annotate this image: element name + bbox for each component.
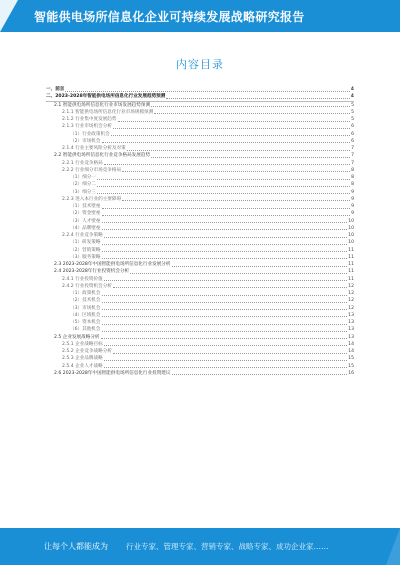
toc-entry[interactable] xyxy=(46,160,354,167)
toc-entry-text: 一、前言 xyxy=(46,87,65,92)
toc-page-number: 8 xyxy=(351,175,354,180)
toc-page-number: 12 xyxy=(348,305,354,311)
toc-entry-text: 2.5.1 企业战略目标 xyxy=(62,341,103,347)
toc-entry-text: 2.5.4 企业人才战略 xyxy=(62,363,103,369)
toc-leader-dots xyxy=(104,277,347,281)
toc-entry[interactable] xyxy=(46,109,354,116)
toc-entry[interactable] xyxy=(46,268,354,275)
toc-entry[interactable] xyxy=(46,254,354,261)
toc-page-number: 7 xyxy=(351,160,354,166)
toc-leader-dots xyxy=(97,183,350,187)
toc-entry[interactable] xyxy=(46,261,354,268)
toc-entry-text: 2.2 智能供电场所信息化行业竞争格局发展趋势 xyxy=(54,153,151,159)
toc-entry[interactable] xyxy=(46,290,354,297)
toc-page-number: 15 xyxy=(348,363,354,369)
toc-page-number: 7 xyxy=(351,146,354,151)
toc-entry[interactable] xyxy=(46,276,354,283)
toc-page-number: 13 xyxy=(348,334,354,340)
toc-page-number: 11 xyxy=(348,262,354,267)
toc-leader-dots xyxy=(166,95,349,99)
toc-page-number: 12 xyxy=(348,283,354,289)
toc-entry[interactable] xyxy=(46,326,354,333)
toc-page-number: 8 xyxy=(351,182,354,188)
toc-page-number: 10 xyxy=(348,233,354,238)
toc-leader-dots xyxy=(154,110,350,114)
toc-entry[interactable] xyxy=(46,225,354,232)
toc-entry[interactable] xyxy=(46,86,354,93)
footer-decoration xyxy=(386,528,400,565)
toc-entry[interactable] xyxy=(46,138,354,145)
toc-entry-text: （4）品牌壁垒 xyxy=(70,225,101,231)
toc-page-number: 12 xyxy=(348,291,354,296)
toc-entry[interactable] xyxy=(46,181,354,188)
toc-page-number: 4 xyxy=(350,94,354,100)
toc-leader-dots xyxy=(101,335,348,339)
toc-leader-dots xyxy=(97,190,350,194)
toc-page-number: 6 xyxy=(351,131,354,137)
toc-leader-dots xyxy=(130,270,347,274)
report-title: 智能供电场所信息化企业可持续发展战略研究报告 xyxy=(34,10,305,24)
toc-entry-text: 2.1.3 行业市场机会分析 xyxy=(62,124,112,130)
toc-page-number: 10 xyxy=(348,218,354,224)
toc-leader-dots xyxy=(111,132,350,136)
toc-entry-text: （3）市场机会 xyxy=(70,305,101,311)
toc-entry[interactable] xyxy=(46,167,354,174)
toc-entry-text: 2.2.4 行业竞争策略 xyxy=(62,233,103,238)
toc-entry-text: 2.5.3 企业品牌战略 xyxy=(62,356,103,362)
toc-page-number: 4 xyxy=(350,87,354,92)
toc-leader-dots xyxy=(102,139,351,143)
toc-leader-dots xyxy=(65,88,349,92)
toc-entry-text: 2.2.1 行业竞争格局 xyxy=(62,160,103,166)
toc-entry[interactable] xyxy=(46,123,354,130)
toc-entry[interactable] xyxy=(46,341,354,348)
toc-leader-dots xyxy=(102,328,348,332)
toc-leader-dots xyxy=(97,176,350,180)
toc-leader-dots xyxy=(102,299,348,303)
toc-entry[interactable] xyxy=(46,203,354,210)
toc-entry-text: 2.5.2 企业竞争战略分析 xyxy=(62,349,112,354)
toc-leader-dots xyxy=(102,226,348,230)
toc-entry[interactable] xyxy=(46,348,354,355)
toc-leader-dots xyxy=(104,357,347,361)
toc-leader-dots xyxy=(102,321,348,325)
toc-leader-dots xyxy=(172,371,348,375)
toc-page-number: 6 xyxy=(351,124,354,130)
toc-entry-text: 2.3 2023-2028年中国智能供电场所信息化行业发展分析 xyxy=(54,262,171,267)
toc-entry-text: （1）技术壁垒 xyxy=(70,204,101,209)
toc-entry[interactable] xyxy=(46,363,354,370)
toc-page-number: 14 xyxy=(348,341,354,347)
toc-leader-dots xyxy=(118,118,351,122)
toc-leader-dots xyxy=(122,168,350,172)
header-decoration xyxy=(0,0,18,32)
toc-page-number: 9 xyxy=(351,189,354,195)
toc-entry-text: （1）细分一 xyxy=(70,175,96,180)
toc-leader-dots xyxy=(104,342,347,346)
toc-entry[interactable] xyxy=(46,319,354,326)
toc-page-number: 13 xyxy=(348,327,354,333)
toc-page-number: 13 xyxy=(348,312,354,318)
toc-leader-dots xyxy=(102,248,348,252)
toc-page-number: 15 xyxy=(348,356,354,362)
toc-entry[interactable] xyxy=(46,334,354,341)
toc-page-number: 13 xyxy=(348,320,354,325)
toc-entry[interactable] xyxy=(46,145,354,152)
toc-page-number: 11 xyxy=(348,247,354,253)
toc-entry[interactable] xyxy=(46,247,354,254)
toc-leader-dots xyxy=(104,364,347,368)
toc-leader-dots xyxy=(102,205,351,209)
toc-entry[interactable] xyxy=(46,312,354,319)
toc-entry[interactable] xyxy=(46,232,354,239)
toc-entry-text: （1）行业政策机会 xyxy=(70,131,110,137)
toc-leader-dots xyxy=(172,263,348,267)
toc-leader-dots xyxy=(151,103,350,107)
toc-page-number: 11 xyxy=(348,276,354,282)
toc-page-number: 5 xyxy=(351,117,354,122)
toc-page-number: 12 xyxy=(348,298,354,304)
toc-entry-text: （1）政策机会 xyxy=(70,291,101,296)
toc-entry-text: （3）人才壁垒 xyxy=(70,218,101,224)
toc-leader-dots xyxy=(113,284,347,288)
toc-entry[interactable] xyxy=(46,305,354,312)
toc-entry-text: （3）细分三 xyxy=(70,189,96,195)
toc-entry[interactable] xyxy=(46,239,354,246)
toc-entry[interactable] xyxy=(46,93,354,101)
toc-leader-dots xyxy=(113,350,347,354)
toc-entry-text: （2）细分二 xyxy=(70,182,96,188)
toc-entry-text: 2.4.1 行业投资价值 xyxy=(62,276,103,282)
toc-entry[interactable] xyxy=(46,131,354,138)
footer-bar xyxy=(0,528,400,565)
toc-entry-text: （4）区域机会 xyxy=(70,312,101,318)
toc-entry-text: （2）资金壁垒 xyxy=(70,211,101,217)
toc-leader-dots xyxy=(104,234,347,238)
toc-entry-text: （5）资本机会 xyxy=(70,320,101,325)
toc-entry[interactable] xyxy=(46,355,354,362)
toc-entry-text: （1）研发策略 xyxy=(70,240,101,246)
toc-page-number: 5 xyxy=(351,109,354,115)
toc-page-number: 7 xyxy=(351,153,354,159)
toc-page-number: 11 xyxy=(348,269,354,275)
toc-entry-text: （2）营销策略 xyxy=(70,247,101,253)
toc-entry-text: 2.2.2 行业细分市场竞争格局 xyxy=(62,167,122,173)
toc-entry-text: 2.6 2023-2028年中国智能供电场所信息化行业投资建议 xyxy=(54,370,171,376)
footer-slogan: 让每个人都能成为 xyxy=(44,542,108,551)
toc-leader-dots xyxy=(127,147,350,151)
toc-entry-text: 2.4 2023-2028年行业投资机会分析 xyxy=(54,269,130,275)
toc-entry-text: 2.2.3 进入本行业的主要障碍 xyxy=(62,196,122,202)
toc-leader-dots xyxy=(102,255,348,259)
toc-entry-text: 2.1.2 行业集中度发展趋势 xyxy=(62,117,117,122)
toc-page-number: 14 xyxy=(348,349,354,354)
toc-leader-dots xyxy=(151,154,350,158)
toc-entry-text: （3）服务策略 xyxy=(70,254,101,260)
toc-entry[interactable] xyxy=(46,218,354,225)
toc-leader-dots xyxy=(113,125,350,129)
toc-page-number: 9 xyxy=(351,196,354,202)
toc-page-number: 6 xyxy=(351,138,354,144)
toc-entry[interactable] xyxy=(46,189,354,196)
toc-page-number: 9 xyxy=(351,211,354,217)
toc-entry-text: 2.1.1 智能供电场所信息化行业市场规模预测 xyxy=(62,109,154,115)
toc-entry[interactable] xyxy=(46,196,354,203)
toc-page-number: 16 xyxy=(348,370,354,376)
header-bar xyxy=(0,0,400,32)
toc-entry[interactable] xyxy=(46,297,354,304)
toc-entry[interactable] xyxy=(46,174,354,181)
toc-entry[interactable] xyxy=(46,116,354,123)
toc-leader-dots xyxy=(102,212,351,216)
toc-entry[interactable] xyxy=(46,102,354,109)
toc-page-number: 5 xyxy=(351,102,354,108)
toc-entry[interactable] xyxy=(46,210,354,217)
toc-leader-dots xyxy=(104,161,350,165)
toc-entry-text: 2.5 企业发展战略分析 xyxy=(54,334,100,340)
toc-leader-dots xyxy=(102,306,348,310)
toc-entry[interactable] xyxy=(46,152,354,159)
toc-leader-dots xyxy=(122,197,350,201)
toc-leader-dots xyxy=(102,241,348,245)
toc-page-number: 10 xyxy=(348,240,354,246)
toc-entry-text: （6）其他机会 xyxy=(70,327,101,333)
toc-leader-dots xyxy=(102,313,348,317)
toc-page-number: 10 xyxy=(348,225,354,231)
toc-entry-text: （2）技术机会 xyxy=(70,298,101,304)
table-of-contents xyxy=(46,86,354,377)
toc-page-number: 9 xyxy=(351,204,354,209)
toc-leader-dots xyxy=(102,219,348,223)
toc-leader-dots xyxy=(102,292,348,296)
toc-entry[interactable] xyxy=(46,370,354,377)
toc-entry-text: 2.1.4 行业主要风险分析及对策 xyxy=(62,146,126,151)
footer-tagline: 行业专家、管理专家、营销专家、战略专家、成功企业家…… xyxy=(126,542,329,551)
toc-entry-text: （2）市场机会 xyxy=(70,138,101,144)
toc-page-number: 8 xyxy=(351,167,354,173)
toc-entry-text: 二、2023-2028年智能供电场所信息化行业发展趋势预测 xyxy=(46,94,166,100)
toc-entry[interactable] xyxy=(46,283,354,290)
toc-entry-text: 2.4.2 行业投资机会分析 xyxy=(62,283,112,289)
toc-heading: 内容目录 xyxy=(176,58,224,71)
toc-page-number: 11 xyxy=(348,254,354,260)
toc-entry-text: 2.1 智能供电场所信息化行业市场发展趋势预测 xyxy=(54,102,151,108)
